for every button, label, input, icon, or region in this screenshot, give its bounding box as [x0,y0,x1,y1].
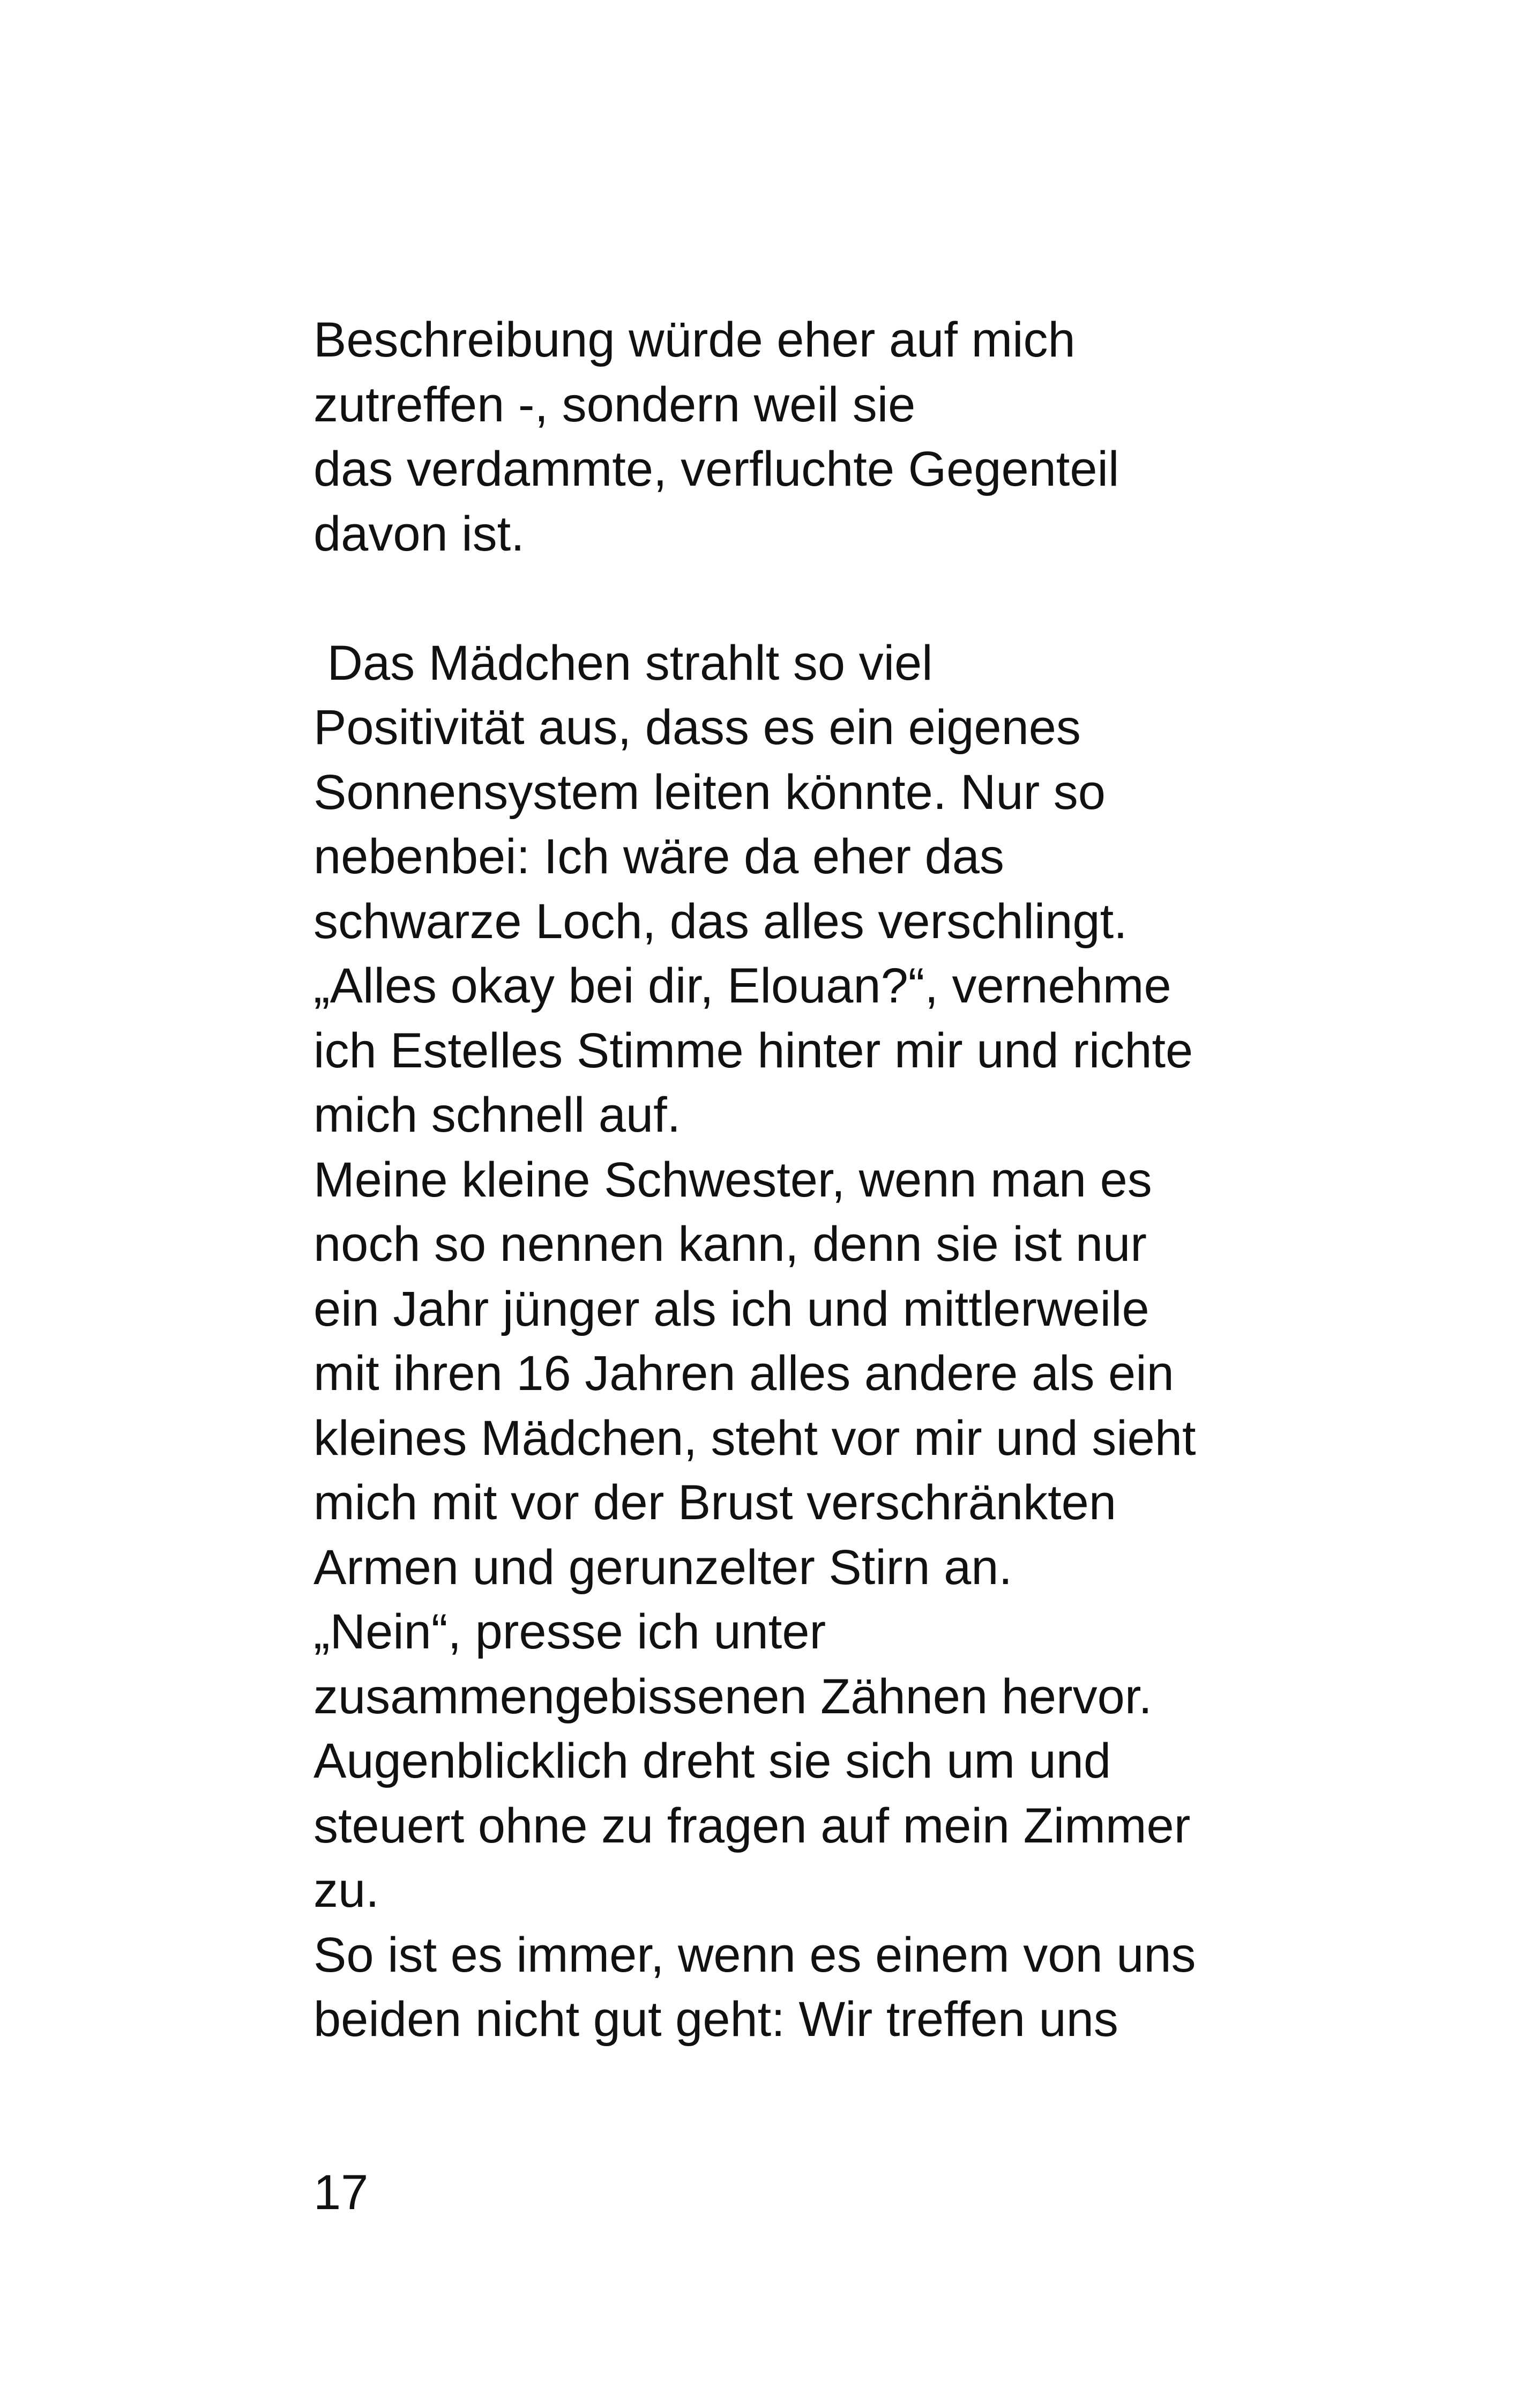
text-line: Beschreibung würde eher auf mich [313,313,1076,367]
text-line: mich schnell auf. [313,1088,681,1142]
text-line: mit ihren 16 Jahren alles andere als ein [313,1346,1174,1401]
text-line: Armen und gerunzelter Stirn an. [313,1540,1013,1595]
text-line: „Alles okay bei dir, Elouan?“, vernehme [313,958,1171,1013]
body-text [313,308,1267,2052]
text-line: „Nein“, presse ich unter [313,1604,826,1659]
text-line: davon ist. [313,506,525,561]
text-line: zutreffen -, sondern weil sie [313,377,916,432]
text-line: beiden nicht gut geht: Wir treffen uns [313,1992,1118,2047]
text-line: Sonnensystem leiten könnte. Nur so [313,764,1106,820]
text-line: So ist es immer, wenn es einem von uns [313,1927,1196,1982]
text-line: Augenblicklich dreht sie sich um und [313,1734,1111,1788]
text-line: mich mit vor der Brust verschränkten [313,1475,1117,1530]
text-line: ein Jahr jünger als ich und mittlerweile [313,1281,1149,1336]
text-line: zu. [313,1863,379,1918]
text-line: steuert ohne zu fragen auf mein Zimmer [313,1798,1191,1853]
text-line: Das Mädchen strahlt so viel [313,635,933,690]
text-line: Meine kleine Schwester, wenn man es [313,1152,1152,1207]
text-line: noch so nennen kann, denn sie ist nur [313,1217,1147,1272]
paragraph-gap [313,566,1267,631]
text-line: Positivität aus, dass es ein eigenes [313,700,1081,755]
page-number: 17 [313,2165,369,2220]
text-line: schwarze Loch, das alles verschlingt. [313,894,1128,949]
text-line: zusammengebissenen Zähnen hervor. [313,1669,1152,1724]
text-line: ich Estelles Stimme hinter mir und richte [313,1023,1193,1078]
text-line: nebenbei: Ich wäre da eher das [313,829,1004,884]
text-line: kleines Mädchen, steht vor mir und sieht [313,1410,1196,1466]
text-line: das verdammte, verfluchte Gegenteil [313,442,1119,496]
